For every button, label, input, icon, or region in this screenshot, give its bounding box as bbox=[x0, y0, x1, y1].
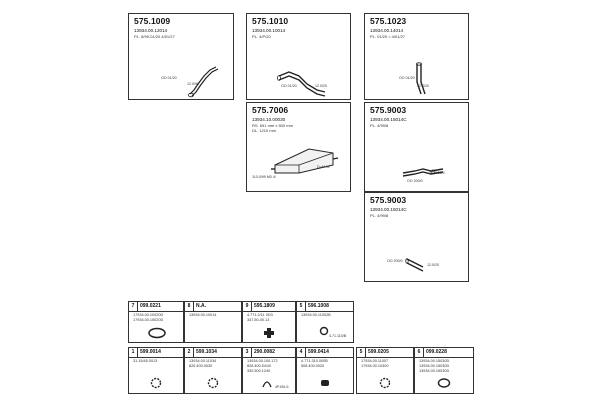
dimension-label: OO 200/0 bbox=[407, 179, 423, 183]
product-code: 575.1023 bbox=[370, 16, 407, 26]
part-code: 099.0221 bbox=[140, 303, 161, 309]
product-code: 575.7006 bbox=[252, 105, 289, 115]
front-pipe-drawing bbox=[184, 64, 224, 96]
product-note: PL. 4/99/8 bbox=[370, 123, 389, 128]
product-note: PL. 01/20 > 4/01/27 bbox=[370, 34, 406, 39]
part-cell[interactable] bbox=[242, 301, 296, 343]
part-number: 13934.00.11034 bbox=[189, 359, 217, 363]
part-number: 330.500.1240 bbox=[247, 369, 271, 373]
part-index: 5 bbox=[297, 302, 306, 311]
product-number: 13934.00.15014C bbox=[370, 207, 407, 212]
part-number: 347.50-00.13 bbox=[247, 318, 270, 322]
product-note: PL. 4/99/8 bbox=[370, 213, 389, 218]
dimension-label: OO 01/20 bbox=[399, 76, 415, 80]
product-number: 13934.00.15014C bbox=[370, 117, 407, 122]
product-code: 575.1009 bbox=[134, 16, 171, 26]
part-code: 596.1008 bbox=[308, 303, 329, 309]
product-code: 575.9003 bbox=[370, 195, 407, 205]
part-code: 290.0082 bbox=[254, 349, 275, 355]
dimension-label: OO 01/20 bbox=[161, 76, 177, 80]
dimension-label: OO 01/20 bbox=[281, 84, 297, 88]
part-number: 13934.00.100.172 bbox=[247, 359, 278, 363]
part-index: 5 bbox=[357, 348, 366, 357]
part-cell[interactable] bbox=[184, 301, 242, 343]
part-number: 508.400.0020 bbox=[301, 364, 325, 368]
part-number: 17934.00.10020D bbox=[133, 313, 164, 317]
part-number: 13934.00.11002B bbox=[301, 313, 331, 317]
rubber-hanger-icon bbox=[263, 327, 275, 339]
part-cell[interactable] bbox=[128, 347, 184, 394]
part-index: 9 bbox=[243, 302, 252, 311]
part-code: 599.0414 bbox=[308, 349, 329, 355]
product-box-2[interactable] bbox=[246, 13, 351, 100]
front-pipe-drawing bbox=[277, 66, 327, 96]
part-cell[interactable] bbox=[356, 347, 414, 394]
product-box-6[interactable] bbox=[364, 192, 469, 282]
part-number: 13934.00.15030D bbox=[419, 369, 450, 373]
part-number: 17934.00.15020D bbox=[133, 318, 164, 322]
dimension-label: 12.0/20 bbox=[315, 84, 327, 88]
part-number: 17934.00.10300 bbox=[361, 364, 389, 368]
part-number: 13934.00.10014 bbox=[189, 313, 217, 317]
part-index: 7 bbox=[129, 302, 138, 311]
product-note: PL. 4/P/20 bbox=[252, 34, 271, 39]
dimension-label: OO 200/0 bbox=[387, 259, 403, 263]
part-cell[interactable] bbox=[128, 301, 184, 343]
part-index: 2 bbox=[185, 348, 194, 357]
product-code: 575.1010 bbox=[252, 16, 289, 26]
part-number: 17934.00.11007 bbox=[361, 359, 389, 363]
dimension-label: 12.0/20 bbox=[427, 263, 439, 267]
product-note: RS. 691 mm x 500 mm bbox=[252, 123, 293, 128]
part-number: 4.771.310.000B bbox=[301, 359, 328, 363]
clamp-icon bbox=[261, 377, 273, 389]
part-extra-label: 4P.00L/1 bbox=[275, 385, 289, 389]
part-cell[interactable] bbox=[296, 301, 354, 343]
product-number: 13934.00.12014 bbox=[134, 28, 168, 33]
part-number: 31.15/45.0013 bbox=[133, 359, 158, 363]
part-number: 13934.00.15030D bbox=[419, 359, 450, 363]
product-note-2: DL. 1210 mm bbox=[252, 128, 277, 133]
product-box-1[interactable] bbox=[128, 13, 234, 100]
part-index: 6 bbox=[415, 348, 424, 357]
gasket-ring-icon bbox=[379, 377, 391, 389]
part-cell[interactable] bbox=[242, 347, 296, 394]
part-cell[interactable] bbox=[414, 347, 474, 394]
gasket-ring-icon bbox=[150, 377, 162, 389]
clamp-icon bbox=[319, 326, 329, 336]
part-number: 4.771.2/11 0D3 bbox=[247, 313, 273, 317]
dimension-label: 110.0/99 M0 4/ bbox=[252, 175, 276, 179]
gasket-ring-icon bbox=[147, 327, 167, 339]
part-code: 599.0205 bbox=[368, 349, 389, 355]
dimension-label: D=M 49 bbox=[317, 165, 330, 169]
product-box-5[interactable] bbox=[364, 102, 469, 192]
gasket-ring-icon bbox=[437, 377, 451, 389]
gasket-ring-icon bbox=[207, 377, 219, 389]
part-number: 13934.00.15030D bbox=[419, 364, 450, 368]
product-number: 13934.00.10014 bbox=[252, 28, 286, 33]
product-box-3[interactable] bbox=[364, 13, 469, 100]
dimension-label: 12.0/99 bbox=[187, 82, 199, 86]
silencer-drawing bbox=[271, 143, 339, 175]
product-code: 575.9003 bbox=[370, 105, 407, 115]
product-note: PL. 8/99-01/20 4/01/27 bbox=[134, 34, 175, 39]
part-code: 599.1034 bbox=[196, 349, 217, 355]
product-number: 13934.00.14014 bbox=[370, 28, 404, 33]
product-number: 13934.10.00030 bbox=[252, 117, 286, 122]
part-cell[interactable] bbox=[184, 347, 242, 394]
part-code: 595.1809 bbox=[254, 303, 275, 309]
part-index: 3 bbox=[243, 348, 252, 357]
dimension-label: 12.0/20 bbox=[417, 84, 429, 88]
part-code: 099.0228 bbox=[426, 349, 447, 355]
part-index: 8 bbox=[185, 302, 194, 311]
part-cell[interactable] bbox=[296, 347, 354, 394]
rubber-hanger-icon bbox=[319, 377, 331, 389]
part-index: 4 bbox=[297, 348, 306, 357]
part-code: 599.0014 bbox=[140, 349, 161, 355]
front-pipe-drawing bbox=[411, 62, 427, 98]
part-number: 826.400.0030 bbox=[189, 364, 213, 368]
part-code: N.A. bbox=[196, 303, 206, 309]
part-index: 1 bbox=[129, 348, 138, 357]
product-box-4[interactable] bbox=[246, 102, 351, 192]
dimension-label: OO 200/0 bbox=[429, 171, 445, 175]
part-extra-label: 4.71.110/B bbox=[329, 334, 347, 338]
rear-pipe-drawing bbox=[403, 253, 429, 273]
part-number: 828.400.D440 bbox=[247, 364, 271, 368]
